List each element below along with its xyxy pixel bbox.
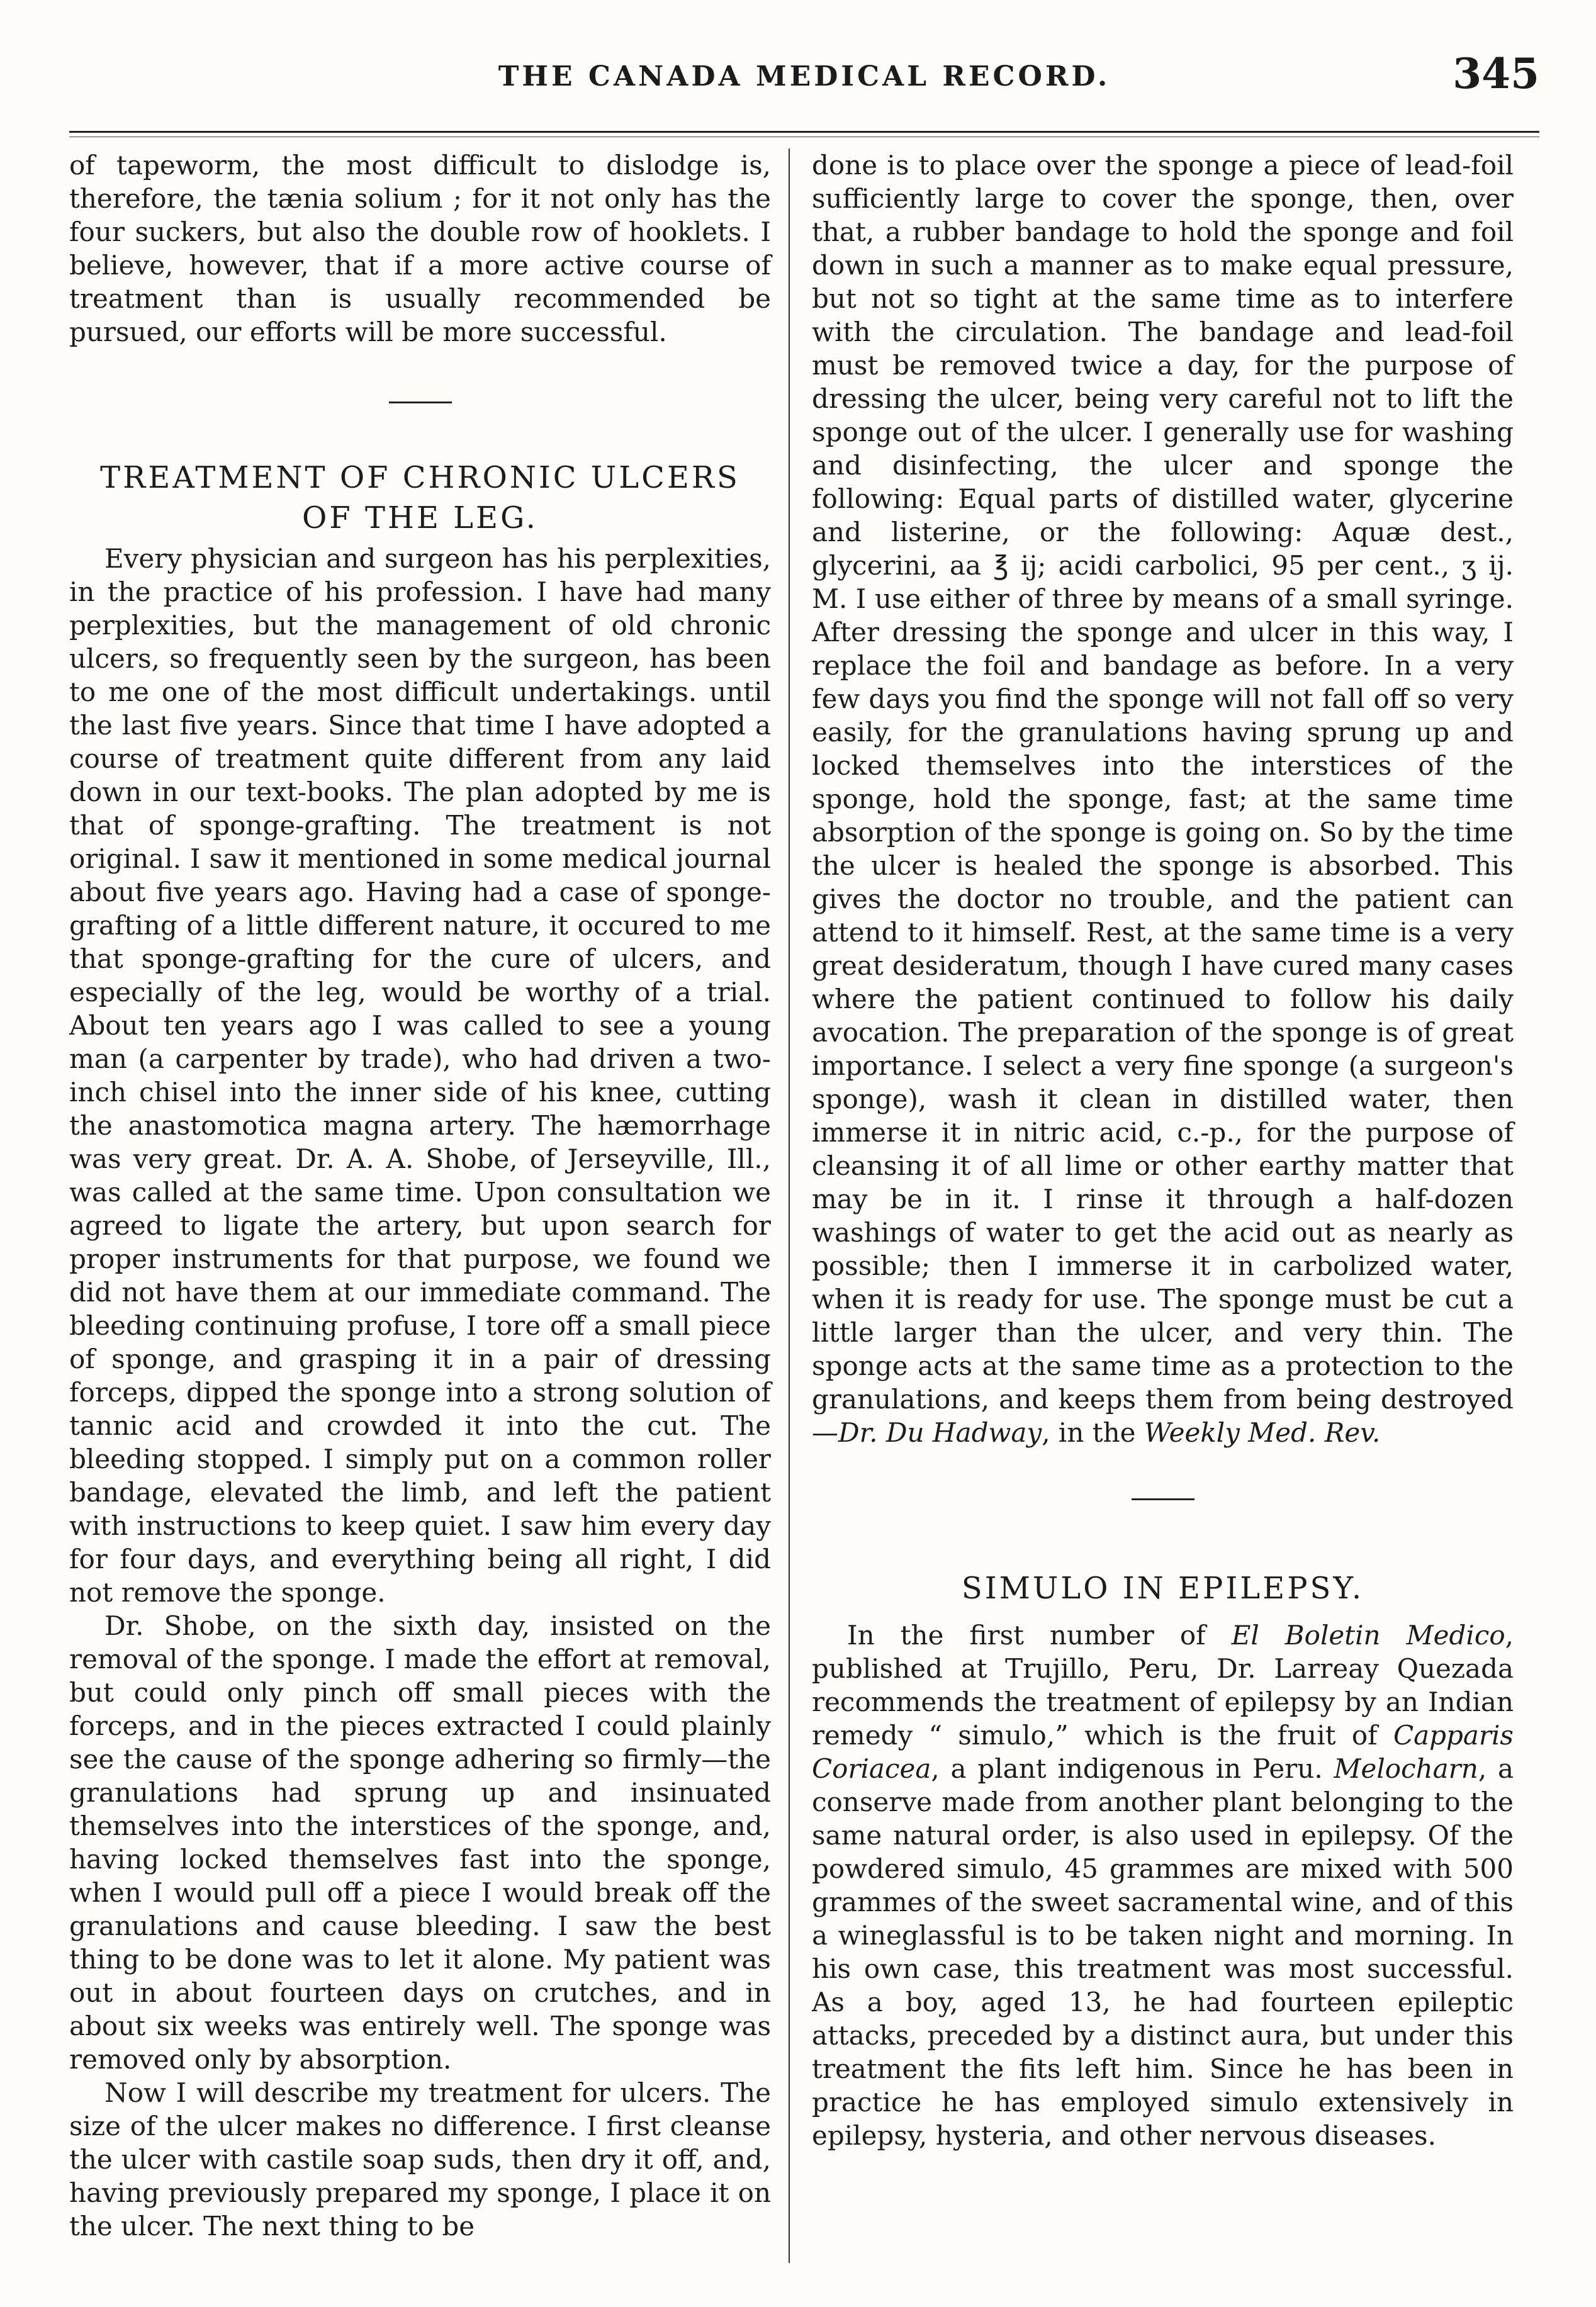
journal-title: THE CANADA MEDICAL RECORD.	[498, 60, 1111, 93]
simulo-text-d: , a conserve made from another plant belonging to the same natural order, is also used in epilepsy. Of the powdered simulo, 45 grammes are mixed with 500 grammes of the sweet sacramental wine, and of this a wineglassful is to be taken night and morning. In his own case, this treatment was most successful. As a boy, aged 13, he had fourteen epileptic attacks, preceded by a distinct aura, but under this treatment the fits left him. Since he has been in practice he has employed simulo extensively in epilepsy, hysteria, and other nervous diseases.	[812, 1753, 1514, 2151]
page-number: 345	[1453, 49, 1539, 98]
header-rule	[69, 131, 1539, 137]
tapeworm-paragraph: of tapeworm, the most difficult to dislodge is, therefore, the tænia solium ; for it not only has the four suckers, but also the double row of hooklets. I believe, however, that if a more active course of treatment than is usually recommended be pursued, our efforts will be more successful.	[69, 150, 771, 347]
simulo-article-title: SIMULO IN EPILEPSY.	[961, 1571, 1364, 1606]
el-boletin-medico: El Boletin Medico	[1231, 1620, 1505, 1651]
citation-connector: , in the	[1042, 1417, 1144, 1448]
simulo-paragraph	[812, 1619, 1514, 2152]
simulo-text-a: In the first number of	[847, 1620, 1232, 1651]
column-divider	[789, 149, 790, 2263]
ulcers-paragraph-2: Dr. Shobe, on the sixth day, insisted on the removal of the sponge. I made the effort at removal, but could only pinch off small pieces with the forceps, and in the pieces extracted I could plainly see the cause of the sponge adhering so firmly—the granulations had sprung up and insinuated themselves into the interstices of the sponge, and, having locked themselves fast into the sponge, when I would pull off a piece I would break off the granulations and cause bleeding. I saw the best thing to be done was to let it alone. My patient was out in about fourteen days on crutches, and in about six weeks was entirely well. The sponge was removed only by absorption.	[69, 1610, 771, 2075]
ulcers-title-line-2: OF THE LEG.	[302, 500, 538, 536]
left-column	[69, 149, 771, 2243]
citation-journal: Weekly Med. Rev.	[1144, 1417, 1381, 1448]
section-divider	[389, 401, 452, 403]
simulo-text-c: , a plant indigenous in Peru.	[931, 1753, 1334, 1784]
ulcers-paragraph-3: Now I will describe my treatment for ulcers. The size of the ulcer makes no difference. I first cleanse the ulcer with castile soap suds, then dry it off, and, having previously prepared my sponge, I place it on the ulcer. The next thing to be	[69, 2077, 771, 2242]
capparis-coriacea: Capparis Coriacea	[812, 1720, 1514, 1784]
running-head	[69, 44, 1539, 113]
section-divider-2	[1132, 1498, 1194, 1500]
melocharn: Melocharn	[1334, 1753, 1478, 1784]
continuation-text: done is to place over the sponge a piece of lead-foil sufficiently large to cover the sponge, then, over that, a rubber bandage to hold the sponge and foil down in such a manner as to make equal pressure, but not so tight at the same time as to interfere with the circulation. The bandage and lead-foil must be removed twice a day, for the purpose of dressing the ulcer, being very careful not to lift the sponge out of the ulcer. I generally use for washing and disinfecting, the ulcer and sponge the following: Equal parts of distilled water, glycerine and listerine, or the following: Aquæ dest., glycerini, aa ℥ ij; acidi carbolici, 95 per cent., ʒ ij. M. I use either of three by means of a small syringe. After dressing the sponge and ulcer in this way, I replace the foil and bandage as before. In a very few days you find the sponge will not fall off so very easily, for the granulations having sprung up and locked themselves into the interstices of the sponge, hold the sponge, fast; at the same time absorption of the sponge is going on. So by the time the ulcer is healed the sponge is absorbed. This gives the doctor no trouble, and the patient can attend to it himself. Rest, at the same time is a very great desideratum, though I have cured many cases where the patient continued to follow his daily avocation. The preparation of the sponge is of great importance. I select a very fine sponge (a surgeon's sponge), wash it clean in distilled water, then immerse it in nitric acid, c.-p., for the purpose of cleansing it of all lime or other earthy matter that may be in it. I rinse it through a half-dozen washings of water to get the acid out as nearly as possible; then I immerse it in carbolized water, when it is ready for use. The sponge must be cut a little larger than the ulcer, and very thin. The sponge acts at the same time as a protection to the granulations, and keeps them from being destroyed	[812, 150, 1514, 1415]
ulcers-paragraph-1: Every physician and surgeon has his perplexities, in the practice of his profession. I have had many perplexities, but the management of old chronic ulcers, so frequently seen by the surgeon, has been to me one of the most difficult undertakings. until the last five years. Since that time I have adopted a course of treatment quite different from any laid down in our text-books. The plan adopted by me is that of sponge-grafting. The treatment is not original. I saw it mentioned in some medical journal about five years ago. Having had a case of sponge-grafting of a little different nature, it occured to me that sponge-grafting for the cure of ulcers, and especially of the leg, would be worthy of a trial. About ten years ago I was called to see a young man (a carpenter by trade), who had driven a two-inch chisel into the inner side of his knee, cutting the anastomotica magna artery. The hæmorrhage was very great. Dr. A. A. Shobe, of Jerseyville, Ill., was called at the same time. Upon consultation we agreed to ligate the artery, but upon search for proper instruments for that purpose, we found we did not have them at our immediate command. The bleeding continuing profuse, I tore off a small piece of sponge, and grasping it in a pair of dressing forceps, dipped the sponge into a strong solution of tannic acid and crowded it into the cut. The bleeding stopped. I simply put on a common roller bandage, elevated the limb, and left the patient with instructions to keep quiet. I saw him every day for four days, and everything being all right, I did not remove the sponge.	[69, 543, 771, 1608]
citation-author: Dr. Du Hadway	[838, 1417, 1042, 1448]
right-column	[812, 149, 1514, 2152]
ulcers-article-title	[69, 457, 771, 538]
simulo-text-b: , published at Trujillo, Peru, Dr. Larreay Quezada recommends the treatment of epilepsy by an Indian remedy “ simulo,” which is the fruit of	[812, 1620, 1514, 1751]
ulcers-title-line-1: TREATMENT OF CHRONIC ULCERS	[100, 460, 740, 495]
ulcers-continuation-paragraph: done is to place over the sponge a piece of lead-foil sufficiently large to cover the sponge, then, over that, a rubber bandage to hold the sponge and foil down in such a manner as to make equal pressure, but not so tight at the same time as to interfere with the circulation. The bandage and lead-foil must be removed twice a day, for the purpose of dressing the ulcer, being very careful not to lift the sponge out of the ulcer. I generally use for washing and disinfecting, the ulcer and sponge the following: Equal parts of distilled water, glycerine and listerine, or the following: Aquæ dest., glycerini, aa ℥ ij; acidi carbolici, 95 per cent., ʒ ij. M. I use either of three by means of a small syringe. After dressing the sponge and ulcer in this way, I replace the foil and bandage as before. In a very few days you find the sponge will not fall off so very easily, for the granulations having sprung up and locked themselves into the interstices of the sponge, hold the sponge, fast; at the same time absorption of the sponge is going on. So by the time the ulcer is healed the sponge is absorbed. This gives the doctor no trouble, and the patient can attend to it himself. Rest, at the same time is a very great desideratum, though I have cured many cases where the patient continued to follow his daily avocation. The preparation of the sponge is of great importance. I select a very fine sponge (a surgeon's sponge), wash it clean in distilled water, then immerse it in nitric acid, c.-p., for the purpose of cleansing it of all lime or other earthy matter that may be in it. I rinse it through a half-dozen washings of water to get the acid out as nearly as possible; then I immerse it in carbolized water, when it is ready for use. The sponge must be cut a little larger than the ulcer, and very thin. The sponge acts at the same time as a protection to the granulations, and keeps them from being destroyed—Dr. Du Hadway, in the Weekly Med. Rev.	[812, 150, 1514, 1448]
